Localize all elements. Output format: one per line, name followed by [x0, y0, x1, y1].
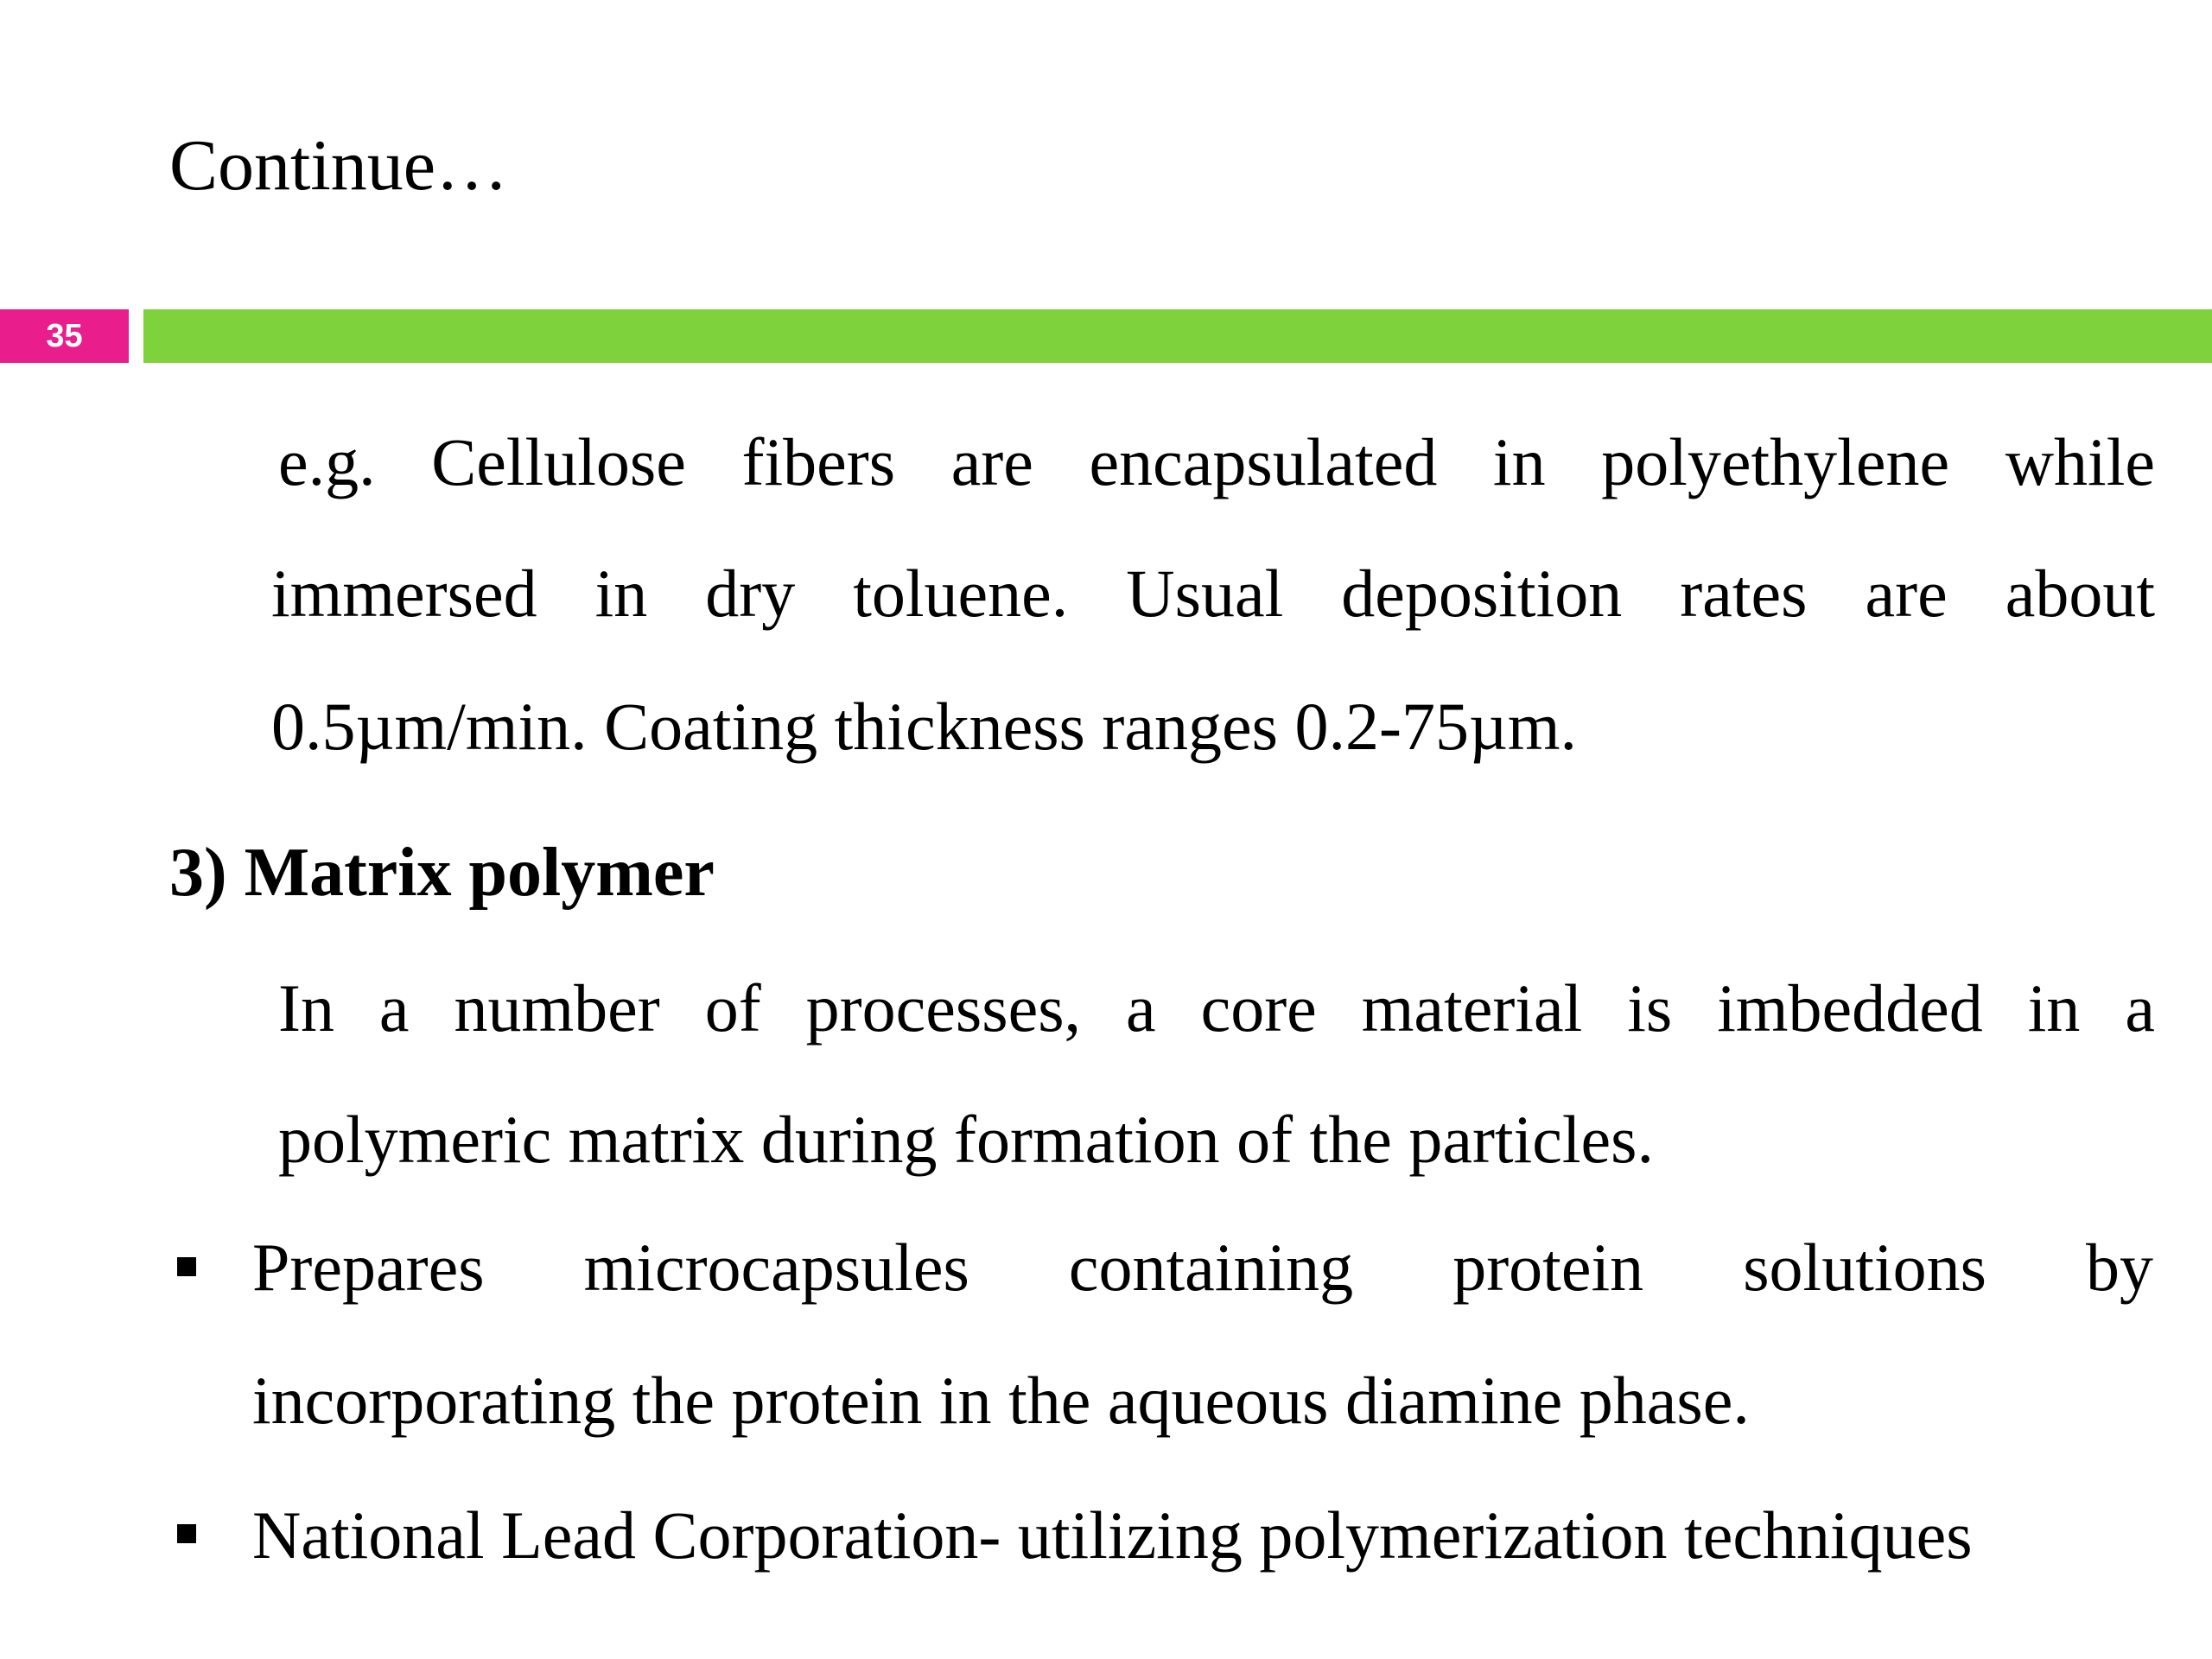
section-line-2: polymeric matrix during formation of the particles.: [278, 1102, 1655, 1177]
section-heading: 3) Matrix polymer: [169, 835, 715, 911]
bullet-square-icon: [177, 1524, 196, 1543]
example-line-3: 0.5µm/min. Coating thickness ranges 0.2-75µm.: [271, 689, 1578, 764]
example-line-2: immersed in dry toluene. Usual deposition rates are about: [271, 556, 2155, 631]
example-line-1: e.g. Cellulose fibers are encapsulated in polyethylene while: [278, 424, 2155, 499]
slide-number: 35: [46, 317, 83, 354]
section-line-1: In a number of processes, a core material is imbedded in a: [278, 970, 2155, 1046]
slide-title: Continue…: [169, 125, 508, 206]
bullet-1-line-1: Prepares microcapsules containing protein solutions by: [252, 1230, 2153, 1305]
bullet-square-icon: [177, 1257, 196, 1276]
bullet-1-line-2: incorporating the protein in the aqueous diamine phase.: [252, 1363, 1750, 1438]
bullet-2-line-1: National Lead Corporation- utilizing polymerization techniques: [252, 1497, 1973, 1573]
